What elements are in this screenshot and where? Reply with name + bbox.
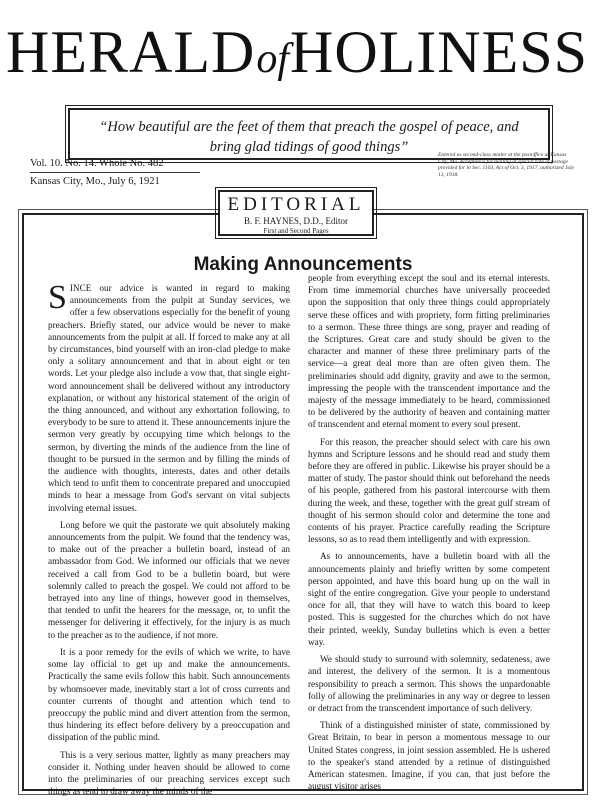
issue-volume: Vol. 10. No. 14. Whole No. 482 <box>30 158 164 169</box>
paragraph: It is a poor remedy for the evils of which we write, to have some lay official to get up and make the announcements. Practically the same evils follow this habit. Such announcements by whomsoever made, inevitably start a lot of cross currents and counter currents of thought and attention which tend to preoccupy the public mind and divert attention from the sermon, thus hindering its effect before delivery by a preoccupation and dissipation of the public mind. <box>48 646 290 743</box>
issue-place-date: Kansas City, Mo., July 6, 1921 <box>30 176 160 187</box>
postal-notice: Entered as second-class matter at the postoffice at Kansas City, Mo. Acceptance for mailing at special rate of postage provided for in Sec. 1103, Act of Oct. 3, 1917, authorized July 13, 1918. <box>438 152 575 178</box>
masthead-of: of <box>256 36 289 82</box>
paragraph: Think of a distinguished minister of state, commissioned by Great Britain, to bear in person a momentous message to our United States congress, in joint session assembled. He is ushered to the speaker's stand attended by a retinue of distinguished American statesmen. Imagine, if you can, that just before the august visitor arises <box>308 720 550 792</box>
paragraph: We should study to surround with solemnity, sedateness, awe and interest, the delivery of the sermon. It is a momentous responsibility to preach a sermon. This shows the unpardonable folly of allowing the preliminaries in any way or degree to lessen or detract from the transcendent importance of such delivery. <box>308 654 550 713</box>
paragraph: For this reason, the preacher should select with care his own hymns and Scripture lessons and he should read and study them before they are offered in public. Likewise his prayer should be a matter of study. The pastor should think out beforehand the needs of his people, gathered from his pastoral intercourse with them during the week, and these, together with the great gulf stream of thought of his sermon should color and determine the tone and contents of his prayer. Practice carefully reading the Scripture lessons, so as to read them intelligently and with expression. <box>308 436 550 545</box>
paragraph: Long before we quit the pastorate we quit absolutely making announcements from the pulpit. We found that the tendency was, to make out of the preacher a bulletin board, instead of an ambassador from God. We informed our officials that we never received a call from God to be a bulletin board, but were solemnly called to preach the gospel. We could not afford to be betrayed into any line of things, however good in themselves, that tended to unfit the hearers for the message, or, to unfit the messenger for delivering it effectively, for the injury is as much to the preacher as to the audience, if not more. <box>48 519 290 640</box>
masthead-herald: HERALD <box>6 19 256 85</box>
editorial-title: EDITORIAL <box>227 194 365 215</box>
issue-info <box>30 157 200 189</box>
article-column-right <box>308 272 550 792</box>
masthead-holiness: HOLINESS <box>289 19 588 85</box>
issue-divider <box>30 172 200 173</box>
paragraph: This is a very serious matter, lightly as many preachers may consider it. Nothing under heaven should be allowed to come into the preliminaries of our preaching services except such things as tend to draw away the minds of the <box>48 749 290 797</box>
editorial-pages: First and Second Pages <box>263 227 329 235</box>
masthead <box>0 2 594 102</box>
article-title: Making Announcements <box>193 254 413 275</box>
motto-line-2: bring glad tidings of good things” <box>209 139 409 155</box>
paragraph-text: INCE our advice is wanted in regard to making announcements from the pulpit at Sunday services, we offer a few observations especially for the benefit of young preachers. Briefly stated, our advice would be never to make announcements from the pulpit at all. If forced to make any at all by circumstances, bind yourself with an iron-clad pledge to make only a solitary announcement and that in about eight or ten words. Let your pledge also include a vow that, that single eight-word announcement shall be delivered without any introductory explanation, or without any historical statement of the origin of the thing announced, and without any exhortation following, to everybody to be sure to attend it. These announcements injure the sermon very greatly by occupying time which belongs to the sermon, by diverting the minds of the audience from the line of thought to be pursued in the sermon and by filling the minds of the audience with thoughts, interests, dates and other details which tend to unfit them to concentrate prepared and unoccupied minds to hear a message from God's servant on vital subjects involving eternal issues. <box>48 283 290 513</box>
motto-line-1: “How beautiful are the feet of them that preach the gospel of peace, and <box>99 119 519 135</box>
editorial-editor: B. F. HAYNES, D.D., Editor <box>244 216 348 226</box>
paragraph: people from everything except the soul and its eternal interests. From time immemorial churches have universally proceeded upon the supposition that only three things could appropriately serve these offices and with propriety, form fitting preliminaries to a sermon. These three things are song, prayer and reading of the Scriptures. Great care and study should be given to the character and manner of these three preliminary parts of the service—a great deal more than are often given them. The preliminaries should add dignity, gravity and awe to the sermon, impressing the people with the transcendent importance and the majesty of the message immediately to be heard, commissioned to be delivered by the authority of heaven and containing matter of transcendent and eternal moment to every soul present. <box>308 273 550 430</box>
drop-cap: S <box>48 279 67 316</box>
editorial-box <box>218 190 374 236</box>
paragraph: As to announcements, have a bulletin board with all the announcements plainly and briefly written by some competent person appointed, and have this board hung up on the wall in sight of the entire congregation. Give your people to understand once for all, that they will have to watch this board to keep posted. This is suggested for the churches which do not have their printed, weekly, Sunday bulletins which is even a better way. <box>308 551 550 647</box>
paragraph <box>48 279 290 514</box>
article-column-left <box>48 279 290 797</box>
